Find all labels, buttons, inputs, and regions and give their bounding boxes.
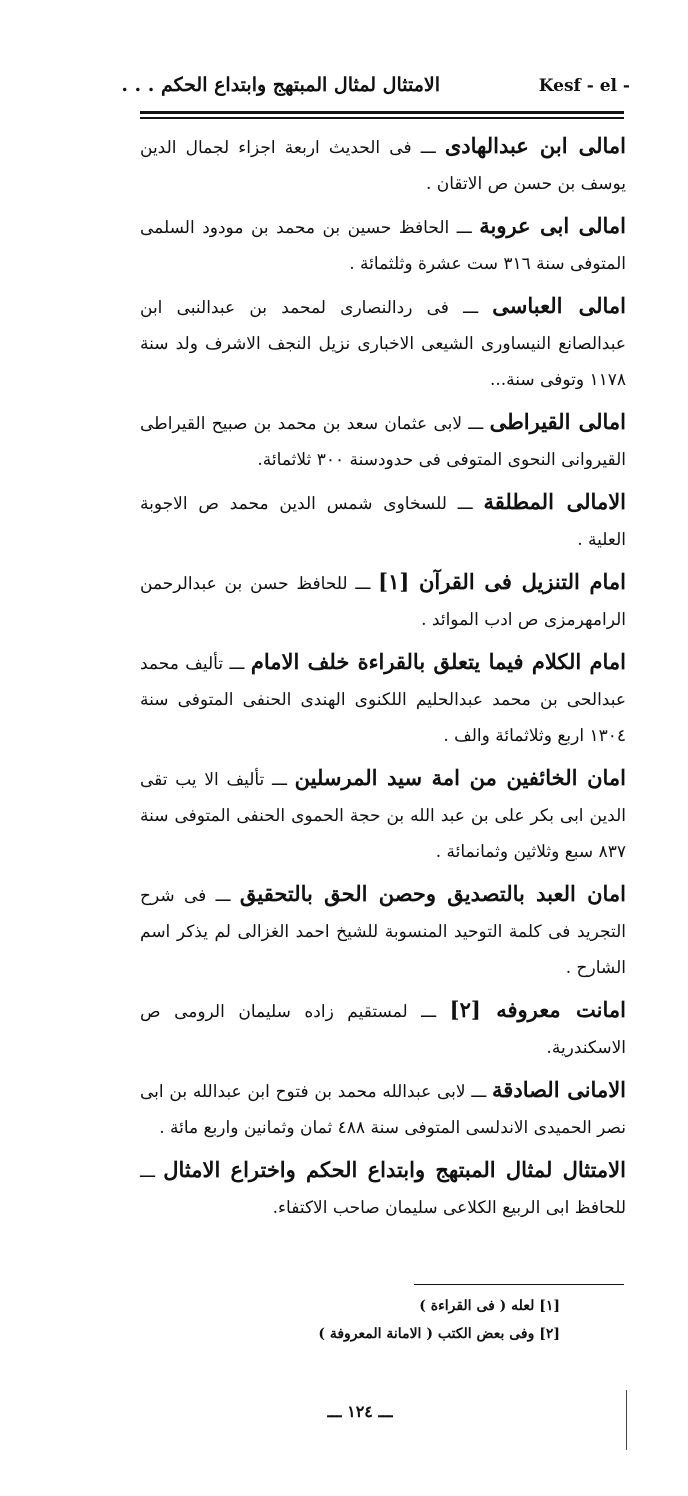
margin-line	[626, 1390, 627, 1450]
entry-body: ـــ فى شرح التجريد فى كلمة التوحيد المنسوبة للشيخ احمد الغزالى لم يذكر اسم الشارح .	[140, 886, 626, 978]
footnote: [١] لعله ( فى القراءة )	[419, 1298, 560, 1314]
entry-body: ـــ للحافظ حسن بن عبدالرحمن الرامهرمزى ص ادب الموائد .	[140, 574, 626, 630]
entries-list	[140, 128, 626, 1232]
entry-head: الامانى الصادقة	[492, 1077, 627, 1102]
entry-head: امالى ابى عروبة	[479, 213, 626, 238]
footnotes	[200, 1292, 560, 1348]
header-rule-thin	[140, 117, 624, 119]
entry	[140, 208, 626, 282]
entry-head: امام الكلام فيما يتعلق بالقراءة خلف الامام	[250, 649, 626, 674]
header-mark: Kesf - el -	[538, 76, 630, 96]
entry-head: امالى العباسى	[492, 293, 626, 318]
running-title: الامتثال لمثال المبتهج وابتداع الحكم . . .	[121, 74, 440, 96]
footnote-rule	[414, 1284, 624, 1285]
entry-head: الامتثال لمثال المبتهج وابتداع الحكم واختراع الامثال	[163, 1157, 626, 1182]
entry-body: ـــ لابى عبدالله محمد بن فتوح ابن عبدالله بن ابى نصر الحميدى الاندلسى المتوفى سنة ٤٨٨ ثمان وثمانين واربع مائة .	[140, 1082, 626, 1138]
entry-head: امان العبد بالتصديق وحصن الحق بالتحقيق	[239, 881, 626, 906]
entry-head: امانت معروفه [٢]	[449, 997, 626, 1022]
entry-body: ـــ فى الحديث اربعة اجزاء لجمال الدين يوسف بن حسن ص الاتقان .	[140, 138, 626, 194]
entry-body: ـــ لابى عثمان سعد بن محمد بن صبيح القيراطى القيروانى النحوى المتوفى فى حدودسنة ٣٠٠ ثلاثمائة.	[140, 414, 626, 470]
entry-body: ـــ تأليف الا يب تقى الدين ابى بكر على بن عبد الله بن حجة الحموى الحنفى المتوفى سنة ٨٣٧ سبع وثلاثين وثمانمائة .	[140, 770, 626, 862]
entry	[140, 876, 626, 986]
entry-body: ـــ لمستقيم زاده سليمان الرومى ص الاسكندرية.	[140, 1002, 626, 1058]
entry-body: ـــ تأليف محمد عبدالحى بن محمد عبدالحليم اللكنوى الهندى الحنفى المتوفى سنة ١٣٠٤ اربع وثلاثمائة والف .	[140, 654, 626, 746]
entry-head: امان الخائفين من امة سيد المرسلين	[294, 765, 626, 790]
entry-body: ـــ للسخاوى شمس الدين محمد ص الاجوبة العلية .	[140, 494, 626, 550]
entry	[140, 404, 626, 478]
entry	[140, 992, 626, 1066]
entry	[140, 1152, 626, 1226]
footnote: [٢] وفى بعض الكتب ( الامانة المعروفة )	[318, 1326, 560, 1342]
entry	[140, 564, 626, 638]
entry	[140, 1072, 626, 1146]
entry	[140, 644, 626, 754]
entry	[140, 484, 626, 558]
entry-body: ـــ فى ردالنصارى لمحمد بن عبدالنبى ابن عبدالصانع النيساورى الشيعى الاخبارى نزيل النجف الاشرف ولد سنة ١١٧٨ وتوفى سنة...	[140, 298, 626, 390]
entry-body: ـــ الحافظ حسين بن محمد بن مودود السلمى المتوفى سنة ٣١٦ ست عشرة وثلثمائة .	[140, 218, 626, 274]
entry-head: امالى القيراطى	[489, 409, 626, 434]
header-rule	[140, 111, 624, 114]
entry-head: امام التنزيل فى القرآن [١]	[378, 569, 626, 594]
entry-head: الامالى المطلقة	[483, 489, 627, 514]
page-header	[121, 66, 630, 106]
entry	[140, 288, 626, 398]
entry-head: امالى ابن عبدالهادى	[444, 133, 626, 158]
entry	[140, 760, 626, 870]
page-number: ـــ ١٢٤ ـــ	[327, 1402, 393, 1421]
entry-body: ـــ للحافظ ابى الربيع الكلاعى سليمان صاحب الاكتفاء.	[140, 1162, 626, 1218]
entry	[140, 128, 626, 202]
